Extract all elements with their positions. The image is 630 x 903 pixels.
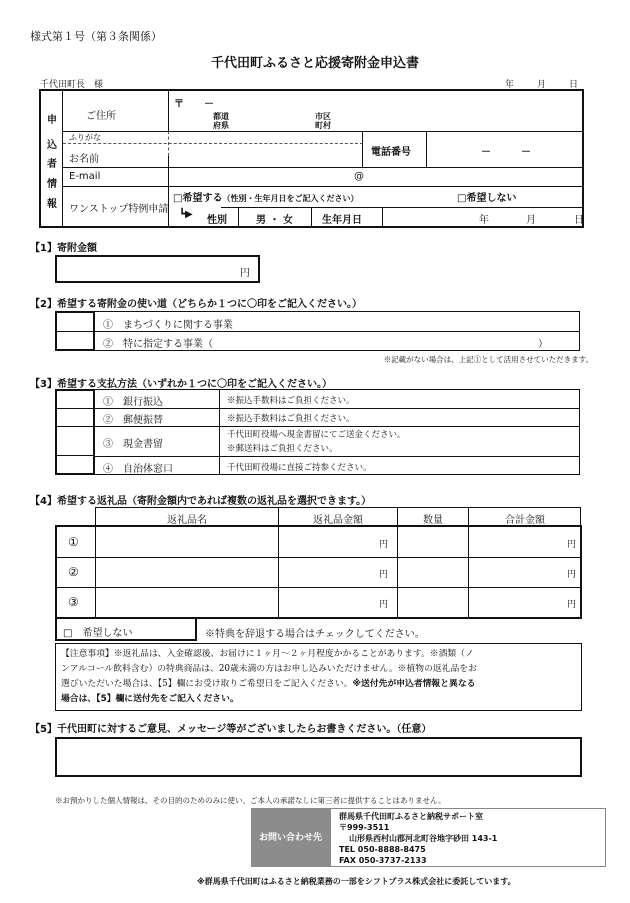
email-label: E-mail [69, 171, 101, 182]
addressee: 千代田町長 様 [40, 80, 104, 90]
yen-unit: 円 [240, 268, 250, 279]
contact-zip: 〒999-3511 [339, 823, 390, 832]
payment-option-bank[interactable]: ① 銀行振込 [103, 397, 163, 408]
address-field[interactable] [169, 91, 584, 131]
postal-code-mark: 〒 － [174, 99, 214, 110]
payment-option-postal[interactable]: ② 郵便振替 [103, 415, 163, 426]
form-title: 千代田町ふるさと応援寄附金申込書 [210, 56, 419, 71]
onestop-yes-checkbox[interactable]: □希望する（性別・生年月日をご記入ください） [173, 193, 359, 204]
payment-mark-column [55, 389, 95, 475]
prefecture-label: 都道 府県 [213, 112, 229, 130]
no-gift-checkbox[interactable]: □ 希望しない [55, 619, 197, 641]
usage-note: ※記載がない場合は、上記①として活用させていただきます。 [383, 355, 593, 364]
message-field[interactable] [55, 737, 582, 777]
furigana-label: ふりがな [69, 133, 101, 142]
phone-label: 電話番号 [371, 147, 411, 158]
col-quantity: 数量 [423, 515, 443, 526]
no-gift-note: ※特典を辞退する場合はチェックしてください。 [205, 629, 425, 640]
gift-table-header [95, 507, 581, 525]
birth-year-label: 年 [479, 215, 489, 226]
outsourcing-note: ※群馬県千代田町はふるさと納税業務の一部をシフトプラス株式会社に委託しています。 [197, 877, 516, 886]
email-field[interactable]: @ [354, 171, 364, 182]
city-label: 市区 町村 [315, 112, 331, 130]
gift-row[interactable]: ① 円 円 [68, 535, 577, 550]
contact-fax: FAX 050-3737-2133 [339, 856, 427, 865]
section5-heading: 【5】千代田町に対するご意見、メッセージ等がございましたらお書きください。（任意） [30, 724, 432, 735]
col-total: 合計金額 [505, 515, 545, 526]
section3-heading: 【3】希望する支払方法（いずれか１つに〇印をご記入ください。） [30, 379, 332, 390]
gender-label: 性別 [207, 215, 227, 226]
gift-row[interactable]: ③ 円 円 [68, 595, 577, 610]
section1-heading: 【1】寄附金額 [30, 243, 97, 254]
notice-box: 【注意事項】※返礼品は、入金確認後、お届けに１ヶ月～２ヶ月程度かかることがあります。※酒類（ノ ンアルコール飲料含む）の特典商品は、20歳未満の方はお申し込みいただけません。※植物の返礼品をお 選びいただいた場合は、【5】欄にお受け取りご希望日をご記入ください。※送付先が申込者情報と異なる 場合は、【5】欄に送付先をご記入ください。 [55, 643, 582, 711]
contact-tel: TEL 050-8888-8475 [339, 845, 426, 854]
usage-option-1[interactable]: ① まちづくりに関する事業 [103, 320, 233, 331]
section4-heading: 【4】希望する返礼品（寄附金額内であれば複数の返礼品を選択できます。） [30, 496, 372, 507]
usage-option-2[interactable]: ② 特に指定する事業（ [103, 339, 213, 350]
usage-mark-column [55, 311, 95, 351]
donation-amount-field[interactable] [55, 255, 260, 283]
birth-day-label: 日 [574, 215, 584, 226]
date-day-label: 日 [569, 80, 579, 90]
payment-option-counter[interactable]: ④ 自治体窓口 [103, 464, 173, 475]
usage-options: ① まちづくりに関する事業 ② 特に指定する事業（ ） [95, 311, 580, 351]
applicant-info-table [39, 89, 584, 228]
birthdate-label: 生年月日 [322, 215, 362, 226]
birth-month-label: 月 [526, 215, 536, 226]
address-label: ご住所 [86, 111, 116, 122]
name-field[interactable] [169, 144, 361, 167]
contact-org: 群馬県千代田町ふるさと納税サポート室 [339, 812, 483, 821]
furigana-field[interactable] [169, 132, 361, 143]
payment-option-cash[interactable]: ③ 現金書留 [103, 439, 163, 450]
date-month-label: 月 [537, 80, 547, 90]
contact-label-box [251, 808, 330, 867]
contact-address: 山形県西村山郡河北町谷地字砂田 143-1 [349, 834, 498, 843]
col-gift-name: 返礼品名 [167, 515, 207, 526]
form-number: 様式第１号（第３条関係） [30, 30, 162, 43]
gift-table-body [55, 525, 582, 619]
arrow-icon: ┗▶ [179, 209, 193, 220]
col-gift-amount: 返礼品金額 [313, 515, 363, 526]
gender-choice[interactable]: 男 ・ 女 [256, 215, 293, 226]
onestop-no-checkbox[interactable]: □希望しない [457, 193, 517, 204]
payment-options: ① 銀行振込 ※振込手数料はご負担ください。 ② 郵便振替 ※振込手数料はご負担ください。 ③ 現金書留 千代田町役場へ現金書留にてご送金ください。 ※郵送料はご負担ください。 ④ 自治体窓口 千代田町役場に直接ご持参ください。 [95, 389, 580, 475]
gift-row[interactable]: ② 円 円 [68, 565, 577, 580]
name-label: お名前 [69, 154, 99, 165]
applicant-side-label: 申 込 者 情 報 [41, 91, 63, 226]
section2-heading: 【2】希望する寄附金の使い道（どちらか１つに〇印をご記入ください。） [30, 299, 362, 310]
onestop-label: ワンストップ特例申請 [69, 204, 169, 215]
contact-info [330, 808, 606, 867]
privacy-note: ※お預かりした個人情報は、その目的のためのみに使い、ご本人の承諾なしに第三者に提供することはありません。 [55, 796, 446, 805]
date-year-label: 年 [505, 80, 515, 90]
phone-field[interactable]: － － [481, 147, 531, 158]
contact-label: お問い合わせ先 [258, 833, 322, 843]
